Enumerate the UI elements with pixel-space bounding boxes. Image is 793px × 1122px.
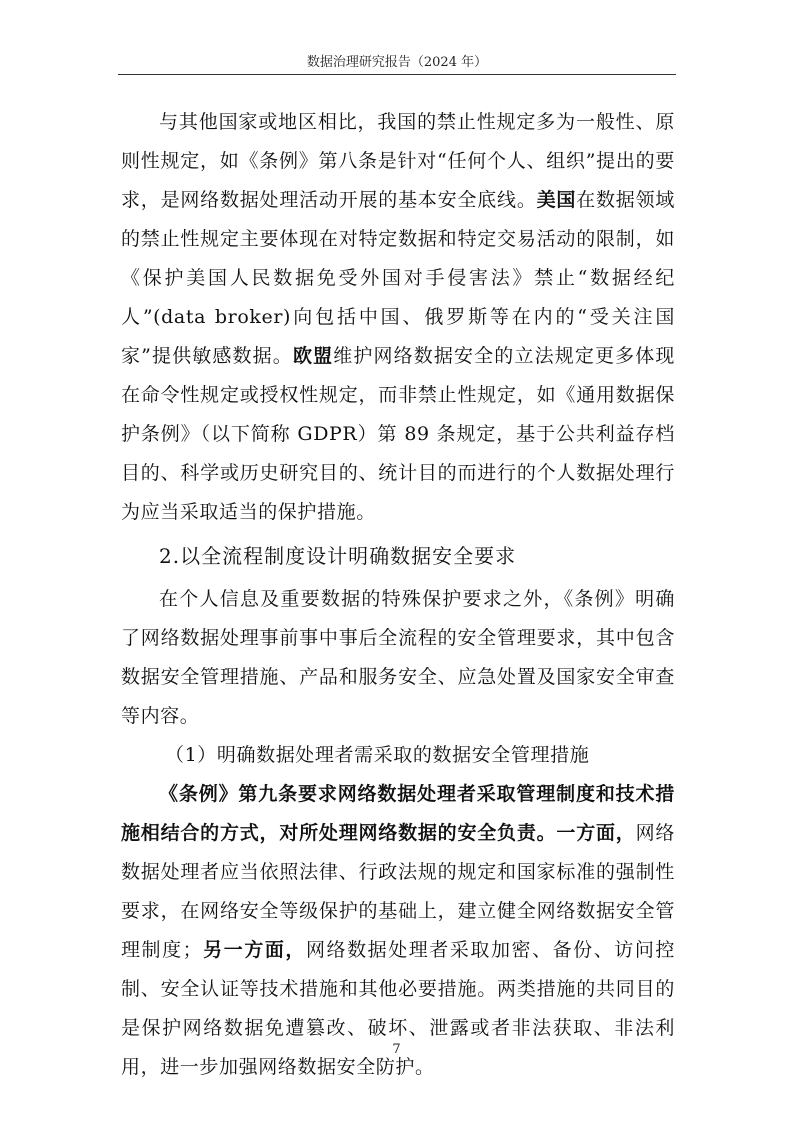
running-header: 数据治理研究报告（2024 年） [306, 55, 488, 70]
paragraph-text: 与其他国家或地区相比，我国的禁止性规定多为一般性、原则性规定，如《条例》第八条是针对“任何个人、组织”提出的要求，是网络数据处理活动开展的基本安全底线。 [121, 111, 675, 211]
paragraph-text: 网络数据处理者应当依照法律、行政法规的规定和国家标准的强制性要求，在网络安全等级保护的基础上，建立健全网络数据安全管理制度； [121, 822, 676, 961]
paragraph-text: 在数据领域的禁止性规定主要体现在对特定数据和特定交易活动的限制，如《保护美国人民数据免受外国对手侵害法》禁止“数据经纪人”(data broker)向包括中国、俄罗斯等在内的“受关注国家”提供敏感数据。 [121, 189, 675, 367]
paragraph-text: 网络数据处理者采取加密、备份、访问控制、安全认证等技术措施和其他必要措施。两类措施的共同目的是保护网络数据免遭篡改、破坏、泄露或者非法获取、非法利用，进一步加强网络数据安全防护。 [121, 939, 675, 1078]
header-divider [118, 74, 676, 75]
document-body [121, 103, 675, 1087]
page-number: 7 [392, 1042, 401, 1057]
bold-term-eu: 欧盟 [292, 345, 334, 367]
paragraph-full-process: 在个人信息及重要数据的特殊保护要求之外，《条例》明确了网络数据处理事前事中事后全流程的安全管理要求，其中包含数据安全管理措施、产品和服务安全、应急处置及国家安全审查等内容。 [121, 588, 675, 727]
bold-term-usa: 美国 [536, 189, 577, 211]
paragraph-text: 维护网络数据安全的立法规定更多体现在命令性规定或授权性规定，而非禁止性规定，如《通用数据保护条例》（以下简称 GDPR）第 89 条规定，基于公共利益存档目的、科学或历史研究目的、统计目的而进行的个人数据处理行为应当采取适当的保护措施。 [121, 345, 675, 523]
bold-term-other-side: 另一方面， [202, 939, 306, 961]
paragraph-prohibitive-rules [121, 103, 675, 532]
subsection-heading: （1）明确数据处理者需采取的数据安全管理措施 [165, 744, 590, 766]
paragraph-management-measures [121, 775, 675, 1087]
bold-lead-sentence: 《条例》第九条要求网络数据处理者采取管理制度和技术措施相结合的方式，对所处理网络数据的安全负责。一方面， [121, 783, 675, 844]
section-heading: 2.以全流程制度设计明确数据安全要求 [159, 544, 517, 568]
